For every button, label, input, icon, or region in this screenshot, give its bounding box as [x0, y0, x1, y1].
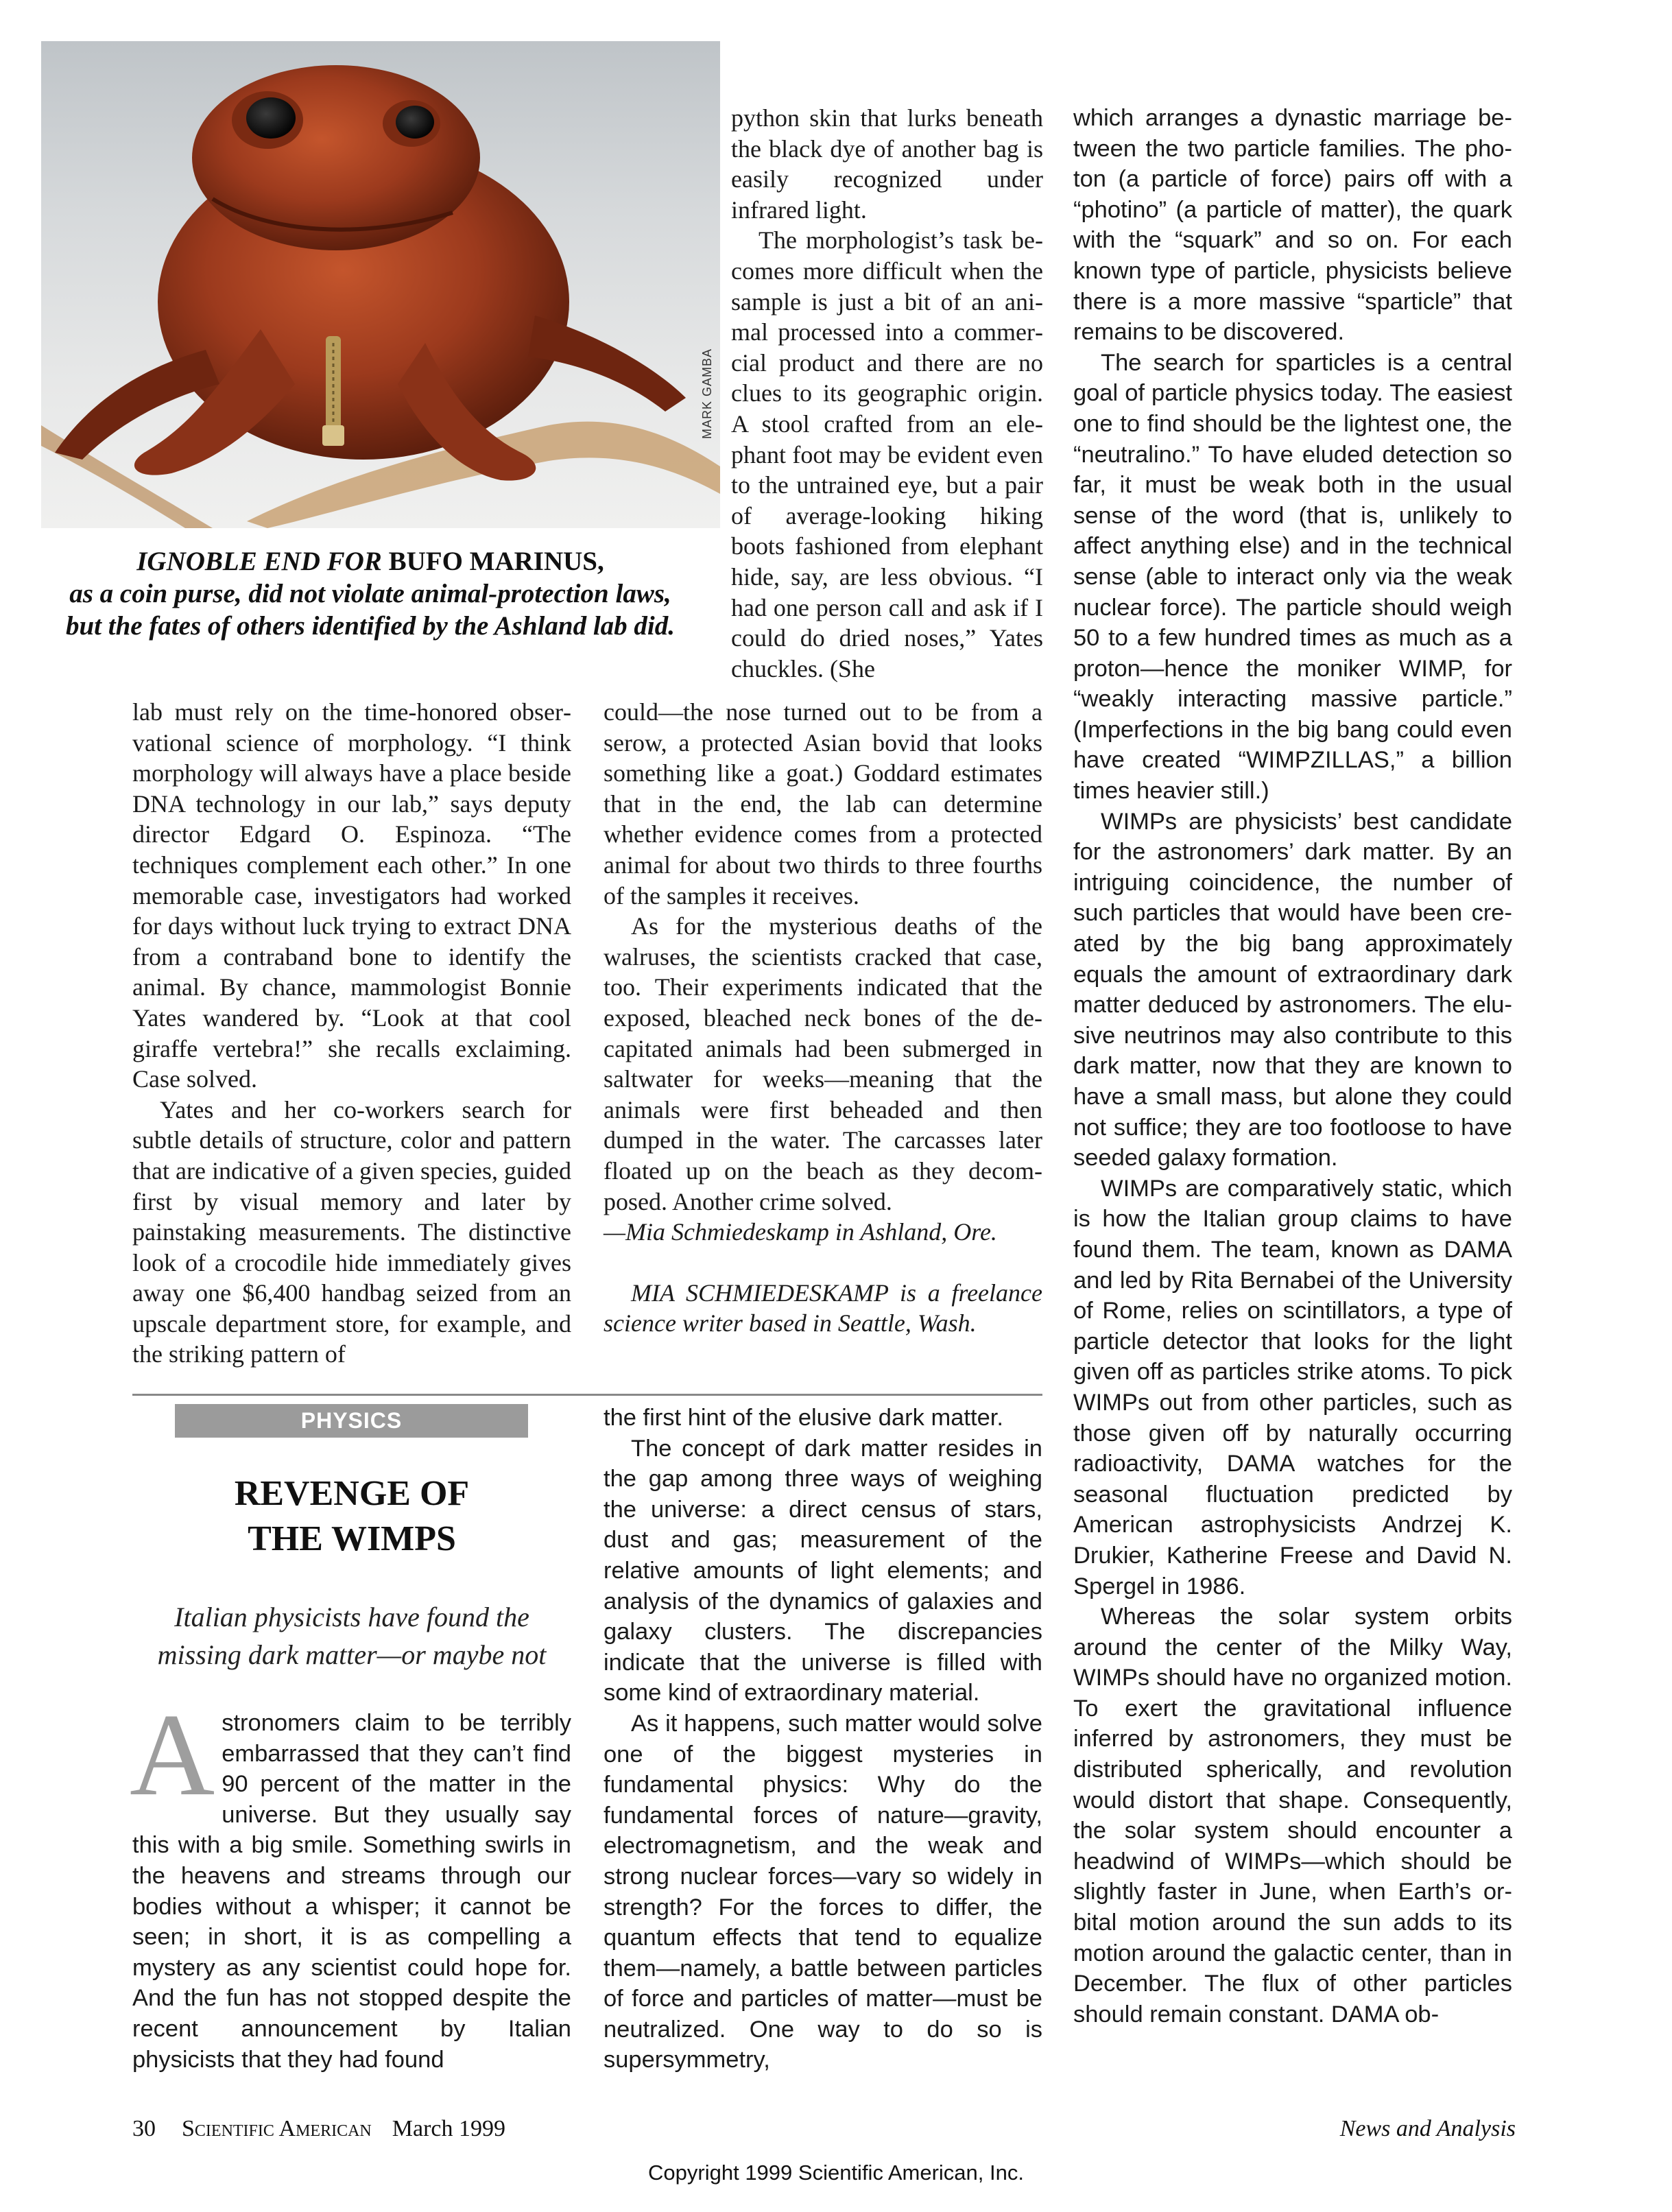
photo-credit: MARK GAMBA: [700, 348, 714, 439]
drop-cap: A: [130, 1690, 215, 1820]
story2-column1: [130, 1690, 571, 2075]
magazine-name: Scientific American: [182, 2116, 372, 2141]
paragraph: The concept of dark matter resides in the gap among three ways of weighing the universe: a direct census of stars, dust and gas; measurement of the relative amounts of light elements; and analysis of the dynamics of galaxies and galaxy clusters. The discrepancies indicate that the universe is filled with some kind of extraordinary material.: [604, 1435, 1042, 1706]
paragraph: The search for sparticles is a central goal of particle physics today. The easiest one to find should be the lightest one, the “neutralino.” To have eluded detection so far, it must be weak both in the usual sense of the word (that is, unlikely to affect anything else) and in the technical sense (able to interact only via the weak nuclear force). The particle should weigh 50 to a few hundred times as much as a proton—hence the moniker WIMP, for “weakly interacting massive particle.” (Imperfections in the big bang could even have created “WIMPZILLAS,” a billion times heavier still.): [1073, 349, 1512, 805]
paragraph: could—the nose turned out to be from a serow, a protected Asian bovid that looks something like a goat.) Goddard estimates that in the end, the lab can determine whether evidence comes from a protected animal for about two thirds to three fourths of the samples it receives.: [604, 698, 1042, 909]
caption-lead: IGNOBLE END FOR: [136, 547, 382, 576]
paragraph: python skin that lurks beneath the black dye of another bag is easily recognized under infrared light.: [731, 104, 1043, 224]
caption-line-1: [41, 545, 700, 578]
paragraph: lab must rely on the time-honored observational science of morphology. “I think morphology will always have a place beside DNA technology in our lab,” says deputy director Edgard O. Espinoza. “The techniques complement each other.” In one memorable case, investigators had worked for days without luck trying to extract DNA from a contraband bone to identify the animal. By chance, mammologist Bonnie Yates wandered by. “Look at that cool giraffe vertebra!” she recalls exclaiming. Case solved.: [132, 698, 571, 1093]
deck-line-2: missing dark matter—or maybe not: [157, 1639, 547, 1670]
paragraph-text: stronomers claim to be terribly embarrassed that they can’t find 90 percent of the matter in the universe. But they usually say this with a big smile. Something swirls in the heavens and streams through our bodies without a whisper; it cannot be seen; in short, it is as compelling a mystery as any scientist could hope for. And the fun has not stopped despite the recent announcement by Italian physicists that they had found: [132, 1710, 571, 2073]
page-folio: [132, 2116, 505, 2142]
paragraph: As for the mysterious deaths of the walruses, the scientists cracked that case, too. Their experiments indicated that the exposed, bleached neck bones of the decapitated animals had been submerged in saltwater for weeks—meaning that the animals were first beheaded and then dumped in the water. The carcasses later floated up on the beach as they decomposed. Another crime solved.: [604, 912, 1042, 1215]
caption-line-2: as a coin purse, did not violate animal-protection laws,: [69, 579, 671, 608]
paragraph: [130, 1690, 571, 2075]
caption-line-3: but the fates of others identified by the Ashland lab did.: [65, 611, 675, 641]
paragraph: The morphologist’s task becomes more difficult when the sample is just a bit of an animal processed into a commercial product and there are no clues to its geographic origin. A stool crafted from an elephant foot may be evident even to the untrained eye, but a pair of average-looking hiking boots fashioned from elephant hide, say, are less obvious. “I had one person call and ask if I could do dried noses,” Yates chuckles. (She: [731, 226, 1043, 682]
article-headline: [132, 1471, 571, 1562]
paragraph: the first hint of the elusive dark matter.: [604, 1405, 1003, 1431]
story2-column2: [604, 1403, 1042, 2076]
paragraph: Yates and her co-workers search for subtle details of structure, color and pattern that are indicative of a given species, guided first by visual memory and later by painstaking measurements. The distinctive look of a crocodile hide immediately gives away one $6,400 handbag seized from an upscale department store, for example, and the striking pattern of: [132, 1095, 571, 1368]
section-label: PHYSICS: [175, 1404, 528, 1438]
section-name: News and Analysis: [1339, 2116, 1516, 2141]
deck-line-1: Italian physicists have found the: [174, 1602, 529, 1632]
paragraph: WIMPs are comparatively static, which is how the Italian group claims to have found them. The team, known as DAMA and led by Rita Bernabei of the University of Rome, relies on scintillators, a type of particle detector that looks for the light given off as particles strike atoms. To pick WIMPs out from other particles, such as those given off by naturally occurring radioactivity, DAMA watches for the seasonal fluctuation predicted by American astrophysicists Andrzej K. Drukier, Katherine Freese and David N. Spergel in 1986.: [1073, 1175, 1512, 1599]
caption-species: BUFO MARINUS,: [388, 547, 604, 576]
story2-column3: [1073, 103, 1512, 2030]
story1-column2-top: [731, 103, 1043, 684]
paragraph: WIMPs are physicists’ best candidate for the astronomers’ dark matter. By an intriguing coincidence, the number of such particles that would have been created by the big bang approximately equals the amount of extraordinary dark matter deduced by astronomers. The elusive neutrinos may also contribute to this dark matter, now that they are known to have a small mass, but alone they could not suffice; they are too footloose to have seeded galaxy formation.: [1073, 808, 1512, 1172]
toad-coin-purse-photo: [41, 41, 720, 528]
paragraph: which arranges a dynastic marriage between the two particle families. The photon (a particle of force) pairs off with a “photino” (a particle of matter), the quark with the “squark” and so on. For each known type of particle, physicists believe there is a more massive “sparticle” that remains to be discovered.: [1073, 105, 1512, 346]
story1-column1: [132, 697, 571, 1370]
copyright-notice: Copyright 1999 Scientific American, Inc.: [648, 2161, 1024, 2185]
paragraph: As it happens, such matter would solve one of the biggest mysteries in fundamental physics: Why do the fundamental forces of nature—gravity, electromagnetism, and the weak and strong nuclear forces—vary so widely in strength? For the forces to differ, the quantum effects that tend to equalize them—namely, a battle between particles of force and particles of matter—must be neutralized. One way to do so is supersymmetry,: [604, 1710, 1042, 2073]
page-number: 30: [132, 2116, 156, 2141]
paragraph: Whereas the solar system orbits around the center of the Milky Way, WIMPs should have no organized motion. To exert the gravitational influence inferred by astronomers, they must be distributed spherically, and revolution would distort that shape. Consequently, the solar system should encounter a headwind of WIMPs—which should be slightly faster in June, when Earth’s orbital motion around the sun adds to its motion around the galactic center, than in December. The flux of other particles should remain constant. DAMA ob-: [1073, 1604, 1512, 2027]
article-deck: [132, 1598, 571, 1674]
story1-column2: [604, 697, 1042, 1339]
headline-line-2: THE WIMPS: [248, 1519, 456, 1558]
author-signature: —Mia Schmiedeskamp in Ashland, Ore.: [604, 1218, 997, 1246]
issue-date: March 1999: [392, 2116, 506, 2141]
section-divider: [132, 1394, 1042, 1396]
toad-illustration: [41, 41, 720, 528]
photo-caption: [41, 545, 700, 642]
author-bio: MIA SCHMIEDESKAMP is a freelance science writer based in Seattle, Wash.: [604, 1279, 1042, 1337]
headline-line-1: REVENGE OF: [234, 1474, 470, 1513]
